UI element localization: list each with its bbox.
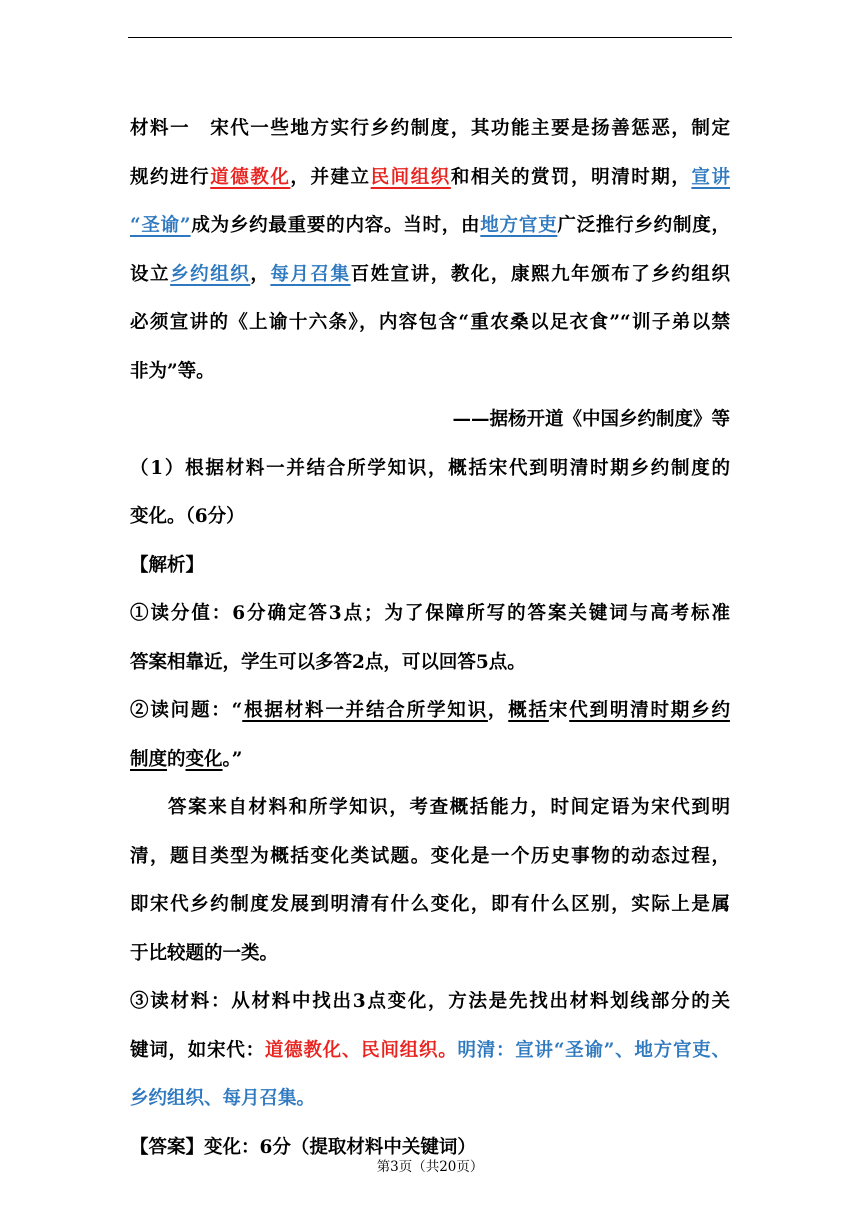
step3-line-3: 乡约组织、每月召集。: [130, 1088, 316, 1109]
step2-line-1: ②读问题：“根据材料一并结合所学知识，概括宋代到明清时期乡约: [130, 700, 730, 721]
question-line-1: （1）根据材料一并结合所学知识，概括宋代到明清时期乡约制度的: [130, 457, 730, 479]
underline-phrase: 制度: [130, 748, 168, 770]
underline-phrase: 概括: [508, 700, 549, 721]
material-label: 材料一: [130, 118, 191, 139]
keyword-local-officials: 地方官吏: [480, 215, 558, 236]
underline-phrase: 变化: [185, 748, 223, 770]
material-line-5: 必须宣讲的《上谕十六条》，内容包含“重农桑以足衣食”“训子弟以禁: [130, 312, 730, 333]
material-line-3: “圣谕”成为乡约最重要的内容。当时，由地方官吏广泛推行乡约制度，: [130, 215, 730, 236]
material-line-6: 非为”等。: [130, 360, 215, 382]
header-rule: [128, 37, 732, 38]
material-source: ——据杨开道《中国乡约制度》等: [452, 409, 730, 430]
step3-line-1: ③读材料：从材料中找出3点变化，方法是先找出材料划线部分的关: [130, 991, 730, 1012]
para-line-1: 答案来自材料和所学知识，考查概括能力，时间定语为宋代到明: [168, 797, 730, 818]
song-keywords: 道德教化、民间组织。: [264, 1039, 458, 1061]
keyword-monthly-gathering: 每月召集: [270, 263, 351, 285]
keyword-xiangyue-organization: 乡约组织: [170, 263, 251, 285]
material-line-2: 规约进行道德教化，并建立民间组织和相关的赏罚，明清时期，宣讲: [130, 166, 730, 188]
material-line-1: 材料一 宋代一些地方实行乡约制度，其功能主要是扬善惩恶，制定: [130, 118, 730, 139]
para-line-4: 于比较题的一类。: [130, 942, 279, 964]
question-line-2: 变化。（6分）: [130, 506, 245, 527]
answer-line: 【答案】变化：6分（提取材料中关键词）: [130, 1136, 476, 1158]
document-body: [130, 105, 730, 1172]
step2-line-2: 制度的变化。”: [130, 748, 243, 770]
page-footer: 第3页（共20页）: [376, 1159, 484, 1175]
keyword-moral-education: 道德教化: [210, 166, 291, 188]
step3-line-2: 键词，如宋代：道德教化、民间组织。明清：宣讲“圣谕”、地方官吏、: [130, 1039, 730, 1061]
para-line-3: 即宋代乡约制度发展到明清有什么变化，即有什么区别，实际上是属: [130, 894, 730, 915]
keyword-preach: 宣讲: [691, 166, 730, 188]
keyword-folk-organization: 民间组织: [370, 166, 451, 188]
analysis-heading: 【解析】: [130, 554, 205, 576]
para-line-2: 清，题目类型为概括变化类试题。变化是一个历史事物的动态过程，: [130, 845, 730, 867]
keyword-imperial-edict: “圣谕”: [130, 215, 191, 236]
material-line-4: 设立乡约组织，每月召集百姓宣讲，教化，康熙九年颁布了乡约组织: [130, 263, 730, 285]
step1-line-2: 答案相靠近，学生可以多答2点，可以回答5点。: [130, 651, 526, 673]
underline-phrase: 根据材料一并结合所学知识: [242, 700, 488, 721]
answer-heading: 【答案】: [130, 1136, 205, 1158]
step1-line-1: ①读分值：6分确定答3点；为了保障所写的答案关键词与高考标准: [130, 603, 730, 624]
ming-qing-keywords: 明清：宣讲“圣谕”、地方官吏、: [457, 1039, 730, 1061]
underline-phrase: 代到明清时期乡约: [569, 700, 730, 721]
